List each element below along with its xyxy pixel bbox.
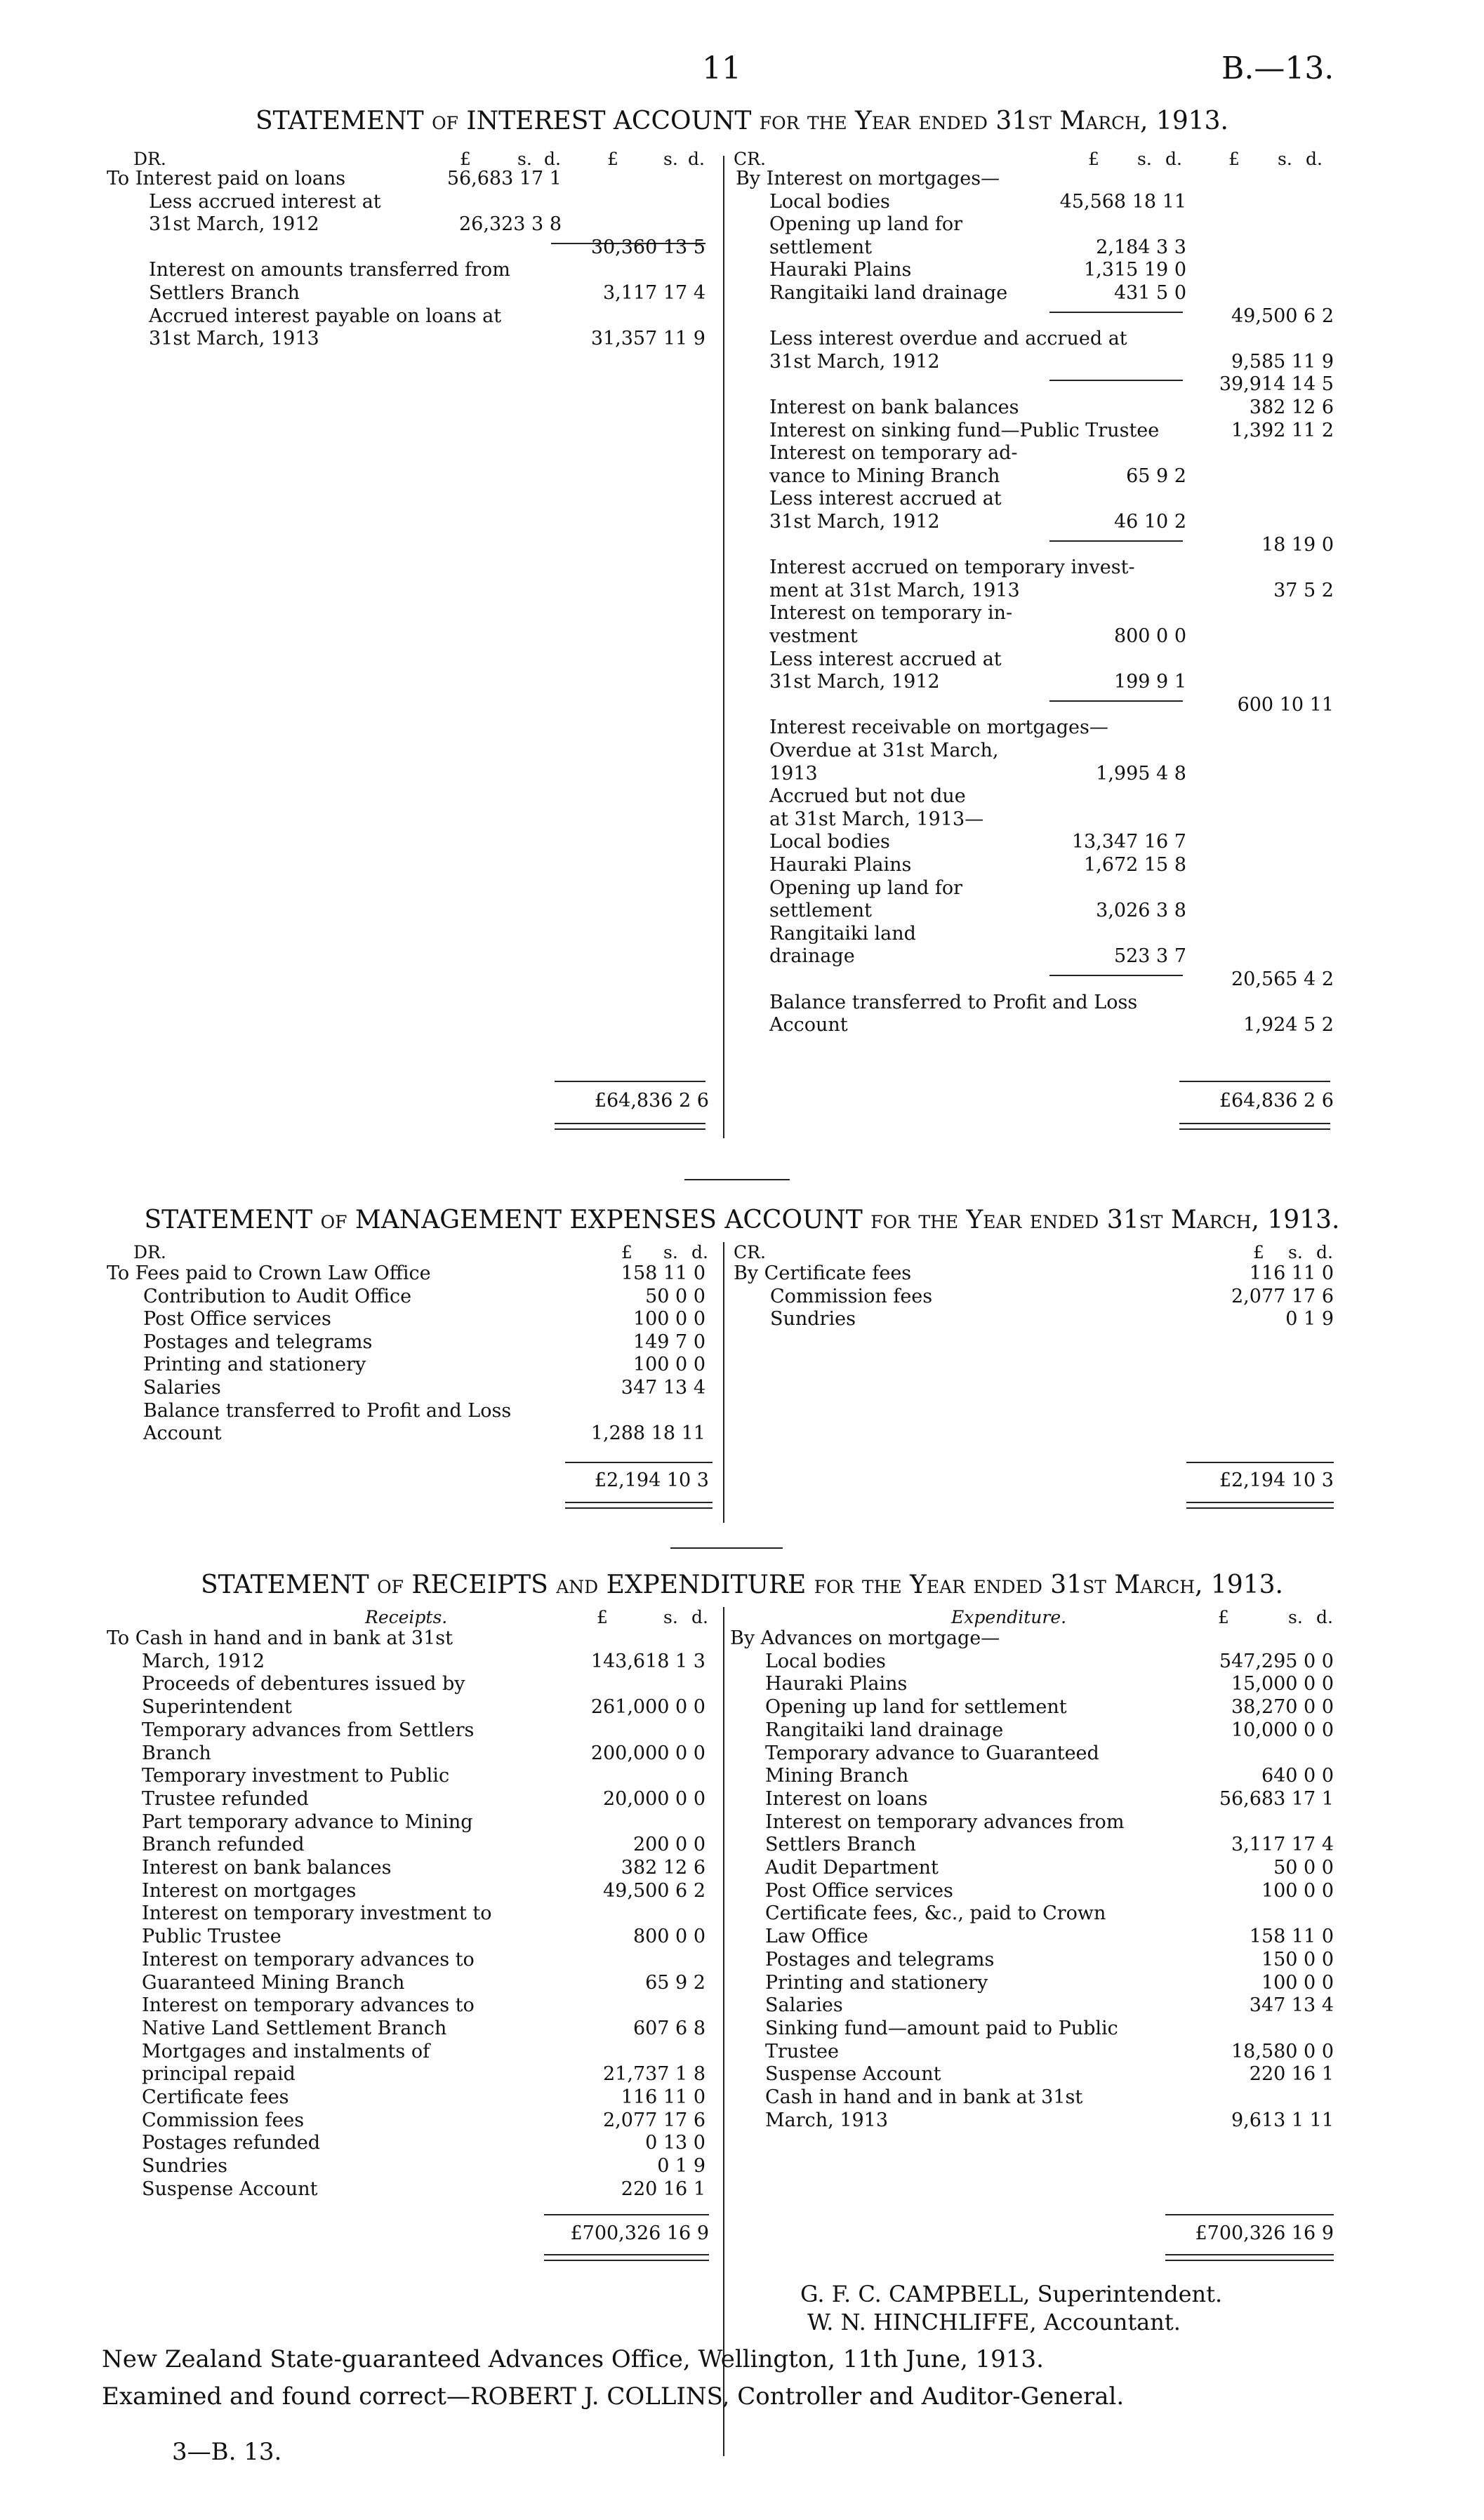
expenditure-heading: Expenditure.	[951, 1607, 1067, 1627]
interest-debit-label: To Interest paid on loans	[107, 168, 346, 189]
receipt-amount: 200 0 0	[632, 1834, 705, 1856]
management-cr-label: CR.	[734, 1242, 766, 1262]
management-column-divider	[723, 1242, 724, 1523]
expenditure-label: Law Office	[765, 1926, 868, 1948]
interest-credit-subtotal-rule	[1049, 312, 1183, 313]
expenditure-double-rule	[1165, 2254, 1334, 2261]
expenditure-amount: 547,295 0 0	[1219, 1650, 1334, 1672]
management-debit-label: Contribution to Audit Office	[143, 1285, 412, 1307]
management-debit-label: Printing and stationery	[143, 1354, 366, 1376]
management-account-title: STATEMENT of MANAGEMENT EXPENSES ACCOUNT for the Year ended 31st March, 1913.	[144, 1206, 1340, 1234]
interest-debit-subamount: 26,323 3 8	[459, 213, 562, 236]
interest-right-col-head: £	[1228, 149, 1240, 169]
expenditure-label: Salaries	[765, 1994, 843, 2017]
interest-credit-label: Interest on bank balances	[769, 396, 1019, 418]
interest-credit-label: Local bodies	[769, 190, 890, 213]
management-debit-label: Salaries	[143, 1377, 221, 1399]
expenditure-amount: 18,580 0 0	[1231, 2040, 1334, 2062]
expenditure-label: Certificate fees, &c., paid to Crown	[765, 1902, 1106, 1925]
interest-left-col-head: s.	[517, 149, 532, 169]
office-date-line: New Zealand State-guaranteed Advances Office, Wellington, 11th June, 1913.	[102, 2345, 1044, 2373]
expenditure-amount: 640 0 0	[1261, 1765, 1334, 1787]
receipt-amount: 261,000 0 0	[590, 1696, 705, 1719]
management-debit-label: Postages and telegrams	[143, 1331, 373, 1353]
expenditure-label: Suspense Account	[765, 2063, 941, 2086]
receipt-label: Postages refunded	[142, 2132, 321, 2154]
interest-credit-subamount: 46 10 2	[1113, 511, 1186, 533]
interest-credit-subamount: 523 3 7	[1113, 945, 1186, 968]
interest-credit-label: 1913	[769, 762, 818, 785]
interest-credit-amount: 18 19 0	[1261, 533, 1334, 556]
receipt-label: Interest on bank balances	[142, 1857, 392, 1879]
receipt-label: Part temporary advance to Mining	[142, 1811, 473, 1833]
interest-account-title: STATEMENT of INTEREST ACCOUNT for the Year ended 31st March, 1913.	[255, 107, 1228, 135]
interest-credit-subamount: 1,672 15 8	[1084, 854, 1186, 876]
interest-credit-label: 31st March, 1912	[769, 511, 940, 533]
interest-credit-amount: 1,392 11 2	[1231, 419, 1334, 441]
interest-credit-subamount: 45,568 18 11	[1059, 190, 1186, 213]
management-debit-amount: 158 11 0	[621, 1262, 705, 1284]
interest-debit-amount: 30,360 13 5	[590, 236, 705, 258]
receipt-amount: 2,077 17 6	[603, 2109, 705, 2131]
management-credit-amount: 0 1 9	[1285, 1308, 1334, 1331]
management-right-col-head: s.	[1288, 1242, 1303, 1262]
expenditure-label: Hauraki Plains	[765, 1673, 908, 1695]
expenditure-label: Audit Department	[765, 1857, 939, 1879]
section-separator-2	[670, 1547, 783, 1549]
interest-credit-subamount: 2,184 3 3	[1096, 236, 1186, 258]
expenditure-amount: 38,270 0 0	[1231, 1696, 1334, 1719]
expenditure-total: £700,326 16 9	[1195, 2222, 1334, 2244]
interest-credit-label: Overdue at 31st March,	[769, 740, 999, 761]
interest-credit-label: ment at 31st March, 1913	[769, 579, 1020, 601]
interest-debit-label: 31st March, 1913	[149, 328, 319, 350]
receipt-amount: 800 0 0	[632, 1926, 705, 1948]
receipt-label: Temporary investment to Public	[142, 1765, 450, 1787]
expenditure-col-head: d.	[1316, 1607, 1333, 1627]
interest-credit-label: 31st March, 1912	[769, 350, 940, 373]
management-debit-label: Balance transferred to Profit and Loss	[143, 1399, 512, 1422]
management-debit-label: To Fees paid to Crown Law Office	[107, 1262, 431, 1284]
interest-debit-label: Settlers Branch	[149, 282, 300, 304]
receipt-amount: 143,618 1 3	[590, 1650, 705, 1672]
interest-credit-label: Hauraki Plains	[769, 259, 912, 281]
expenditure-amount: 56,683 17 1	[1219, 1787, 1334, 1810]
management-dr-label: DR.	[133, 1242, 166, 1262]
interest-cr-label: CR.	[734, 149, 766, 169]
expenditure-label: Cash in hand and in bank at 31st	[765, 2086, 1083, 2108]
expenditure-amount: 50 0 0	[1273, 1857, 1334, 1879]
expenditure-col-head: s.	[1288, 1607, 1303, 1627]
expenditure-label: Interest on loans	[765, 1787, 928, 1810]
interest-left-col-head: £	[460, 149, 471, 169]
receipt-label: To Cash in hand and in bank at 31st	[107, 1627, 453, 1649]
management-total-left: £2,194 10 3	[594, 1469, 709, 1491]
expenditure-label: Post Office services	[765, 1879, 953, 1902]
interest-credit-label: settlement	[769, 236, 872, 258]
expenditure-label: Postages and telegrams	[765, 1948, 995, 1971]
management-total-right: £2,194 10 3	[1219, 1469, 1334, 1491]
interest-credit-subamount: 65 9 2	[1126, 465, 1186, 487]
expenditure-amount: 220 16 1	[1249, 2063, 1334, 2086]
interest-total-right: £64,836 2 6	[1219, 1090, 1334, 1112]
interest-credit-label: Accrued but not due	[769, 785, 966, 808]
receipt-label: Branch refunded	[142, 1834, 305, 1856]
receipt-label: Native Land Settlement Branch	[142, 2017, 447, 2039]
expenditure-label: Sinking fund—amount paid to Public	[765, 2017, 1118, 2039]
interest-credit-label: By Interest on mortgages—	[736, 168, 1000, 189]
interest-credit-amount: 1,924 5 2	[1243, 1014, 1334, 1036]
interest-credit-subtotal-rule	[1049, 700, 1183, 702]
interest-credit-label: drainage	[769, 945, 855, 968]
management-debit-amount: 50 0 0	[645, 1285, 705, 1307]
expenditure-total-rule	[1165, 2214, 1334, 2215]
interest-credit-label: Rangitaiki land drainage	[769, 282, 1008, 304]
expenditure-amount: 347 13 4	[1249, 1994, 1334, 2017]
interest-credit-amount: 39,914 14 5	[1219, 373, 1334, 396]
interest-right-col-head: d.	[1165, 149, 1182, 169]
interest-left-double-rule	[555, 1123, 705, 1130]
interest-column-divider	[723, 156, 724, 1138]
receipt-amount: 65 9 2	[645, 1971, 705, 1994]
interest-credit-label: Opening up land for	[769, 876, 963, 899]
interest-left-col-head: d.	[544, 149, 561, 169]
interest-right-col-head: s.	[1278, 149, 1292, 169]
interest-credit-amount: 382 12 6	[1249, 396, 1334, 418]
receipt-label: Sundries	[142, 2155, 227, 2178]
interest-credit-label: Interest accrued on temporary invest-	[769, 556, 1135, 579]
management-credit-label: Sundries	[770, 1308, 856, 1331]
section-separator	[684, 1179, 790, 1180]
receipt-label: Certificate fees	[142, 2086, 289, 2108]
receipt-label: Suspense Account	[142, 2178, 318, 2200]
receipt-label: Interest on temporary investment to	[142, 1902, 492, 1925]
expenditure-label: Interest on temporary advances from	[765, 1811, 1125, 1833]
receipt-label: Commission fees	[142, 2109, 305, 2131]
interest-credit-label: Rangitaiki land	[769, 922, 916, 945]
management-left-col-head: £	[621, 1242, 632, 1262]
receipt-label: Mortgages and instalments of	[142, 2040, 430, 2062]
interest-credit-label: at 31st March, 1913—	[769, 808, 984, 830]
interest-credit-label: vance to Mining Branch	[769, 465, 1000, 487]
expenditure-amount: 3,117 17 4	[1231, 1834, 1334, 1856]
interest-credit-subamount: 431 5 0	[1113, 282, 1186, 304]
expenditure-amount: 100 0 0	[1261, 1971, 1334, 1994]
expenditure-col-head: £	[1218, 1607, 1229, 1627]
receipt-label: Guaranteed Mining Branch	[142, 1971, 405, 1994]
management-right-col-head: £	[1253, 1242, 1264, 1262]
interest-left-col-head: s.	[663, 149, 678, 169]
management-credit-label: By Certificate fees	[734, 1262, 912, 1284]
receipts-col-head: £	[597, 1607, 608, 1627]
signature-mark: 3—B. 13.	[172, 2438, 282, 2466]
interest-credit-label: vestment	[769, 625, 858, 647]
receipts-total-rule	[544, 2214, 709, 2215]
interest-debit-label: Less accrued interest at	[149, 190, 381, 213]
receipt-amount: 0 13 0	[645, 2132, 705, 2154]
session-reference: B.—13.	[1221, 51, 1334, 86]
interest-credit-label: Less interest overdue and accrued at	[769, 328, 1127, 350]
receipt-amount: 0 1 9	[657, 2155, 705, 2178]
management-debit-label: Post Office services	[143, 1308, 331, 1331]
interest-credit-label: settlement	[769, 900, 872, 922]
receipt-label: Superintendent	[142, 1696, 292, 1719]
interest-credit-amount: 37 5 2	[1273, 579, 1334, 601]
receipt-amount: 382 12 6	[621, 1857, 705, 1879]
interest-right-total-rule	[1179, 1081, 1330, 1082]
interest-right-double-rule	[1179, 1123, 1330, 1130]
expenditure-label: Trustee	[765, 2040, 839, 2062]
interest-credit-subtotal-rule	[1049, 380, 1183, 381]
interest-right-col-head: £	[1088, 149, 1099, 169]
expenditure-amount: 10,000 0 0	[1231, 1719, 1334, 1741]
receipt-label: Public Trustee	[142, 1926, 281, 1948]
interest-credit-label: Hauraki Plains	[769, 854, 912, 876]
receipts-heading: Receipts.	[365, 1607, 448, 1627]
interest-credit-label: Less interest accrued at	[769, 648, 1002, 670]
interest-debit-label: Interest on amounts transferred from	[149, 259, 510, 281]
interest-credit-label: 31st March, 1912	[769, 671, 940, 693]
receipt-label: Interest on temporary advances to	[142, 1948, 475, 1971]
page-number: 11	[702, 51, 741, 86]
interest-debit-label: 31st March, 1912	[149, 213, 319, 236]
receipt-label: Trustee refunded	[142, 1787, 309, 1810]
audit-examined-line: Examined and found correct—ROBERT J. COLLINS, Controller and Auditor-General.	[102, 2382, 1125, 2411]
expenditure-label: Opening up land for settlement	[765, 1696, 1067, 1719]
receipt-label: Interest on mortgages	[142, 1879, 357, 1902]
management-debit-label: Account	[143, 1422, 222, 1445]
interest-right-col-head: s.	[1137, 149, 1152, 169]
interest-credit-subamount: 800 0 0	[1113, 625, 1186, 647]
interest-right-col-head: d.	[1306, 149, 1323, 169]
interest-credit-subamount: 199 9 1	[1113, 671, 1186, 693]
expenditure-label: Printing and stationery	[765, 1971, 988, 1994]
expenditure-label: Rangitaiki land drainage	[765, 1719, 1004, 1741]
accountant-signature: W. N. HINCHLIFFE, Accountant.	[807, 2309, 1181, 2335]
management-left-double-rule	[565, 1502, 713, 1509]
management-left-col-head: s.	[663, 1242, 678, 1262]
management-credit-label: Commission fees	[770, 1285, 933, 1307]
expenditure-label: Temporary advance to Guaranteed	[765, 1742, 1099, 1764]
receipt-amount: 116 11 0	[621, 2086, 705, 2108]
interest-credit-subamount: 13,347 16 7	[1071, 831, 1186, 853]
receipt-label: Temporary advances from Settlers	[142, 1719, 475, 1741]
receipt-amount: 21,737 1 8	[603, 2063, 705, 2086]
interest-credit-label: Balance transferred to Profit and Loss	[769, 991, 1138, 1013]
receipt-label: Interest on temporary advances to	[142, 1994, 475, 2017]
management-credit-amount: 116 11 0	[1249, 1262, 1334, 1284]
interest-credit-subamount: 1,315 19 0	[1084, 259, 1186, 281]
expenditure-amount: 9,613 1 11	[1231, 2109, 1334, 2131]
management-debit-amount: 100 0 0	[632, 1308, 705, 1331]
management-right-total-rule	[1186, 1462, 1334, 1463]
management-debit-amount: 100 0 0	[632, 1354, 705, 1376]
expenditure-amount: 150 0 0	[1261, 1948, 1334, 1971]
interest-credit-label: Interest on temporary ad-	[769, 442, 1018, 465]
management-left-total-rule	[565, 1462, 713, 1463]
interest-credit-subtotal-rule	[1049, 975, 1183, 976]
interest-credit-label: Interest receivable on mortgages—	[769, 716, 1108, 739]
management-right-double-rule	[1186, 1502, 1334, 1509]
receipt-label: principal repaid	[142, 2063, 296, 2086]
interest-dr-label: DR.	[133, 149, 166, 169]
interest-credit-amount: 49,500 6 2	[1231, 305, 1334, 327]
interest-credit-subtotal-rule	[1049, 540, 1183, 542]
management-debit-amount: 1,288 18 11	[590, 1422, 705, 1445]
interest-debit-amount: 3,117 17 4	[603, 282, 705, 304]
management-left-col-head: d.	[691, 1242, 708, 1262]
superintendent-signature: G. F. C. CAMPBELL, Superintendent.	[800, 2281, 1223, 2307]
receipt-label: Branch	[142, 1742, 211, 1764]
receipt-amount: 200,000 0 0	[590, 1742, 705, 1764]
receipt-amount: 607 6 8	[632, 2017, 705, 2039]
management-debit-amount: 149 7 0	[632, 1331, 705, 1353]
receipts-total: £700,326 16 9	[570, 2222, 709, 2244]
expenditure-label: Local bodies	[765, 1650, 886, 1672]
interest-credit-amount: 9,585 11 9	[1231, 350, 1334, 373]
expenditure-label: Mining Branch	[765, 1765, 909, 1787]
interest-credit-amount: 600 10 11	[1237, 693, 1334, 716]
receipts-double-rule	[544, 2254, 709, 2261]
receipt-label: March, 1912	[142, 1650, 265, 1672]
expenditure-amount: 100 0 0	[1261, 1879, 1334, 1902]
receipt-amount: 49,500 6 2	[603, 1879, 705, 1902]
receipt-label: Proceeds of debentures issued by	[142, 1673, 465, 1695]
interest-credit-label: Opening up land for	[769, 213, 963, 236]
interest-credit-label: Interest on temporary in-	[769, 602, 1013, 625]
interest-credit-label: Local bodies	[769, 831, 890, 853]
receipts-column-divider	[723, 1607, 724, 2456]
expenditure-label: Settlers Branch	[765, 1834, 916, 1856]
interest-credit-amount: 20,565 4 2	[1231, 968, 1334, 990]
interest-credit-subamount: 3,026 3 8	[1096, 900, 1186, 922]
interest-left-total-rule	[555, 1081, 705, 1082]
interest-credit-label: Less interest accrued at	[769, 488, 1002, 510]
interest-credit-label: Interest on sinking fund—Public Trustee	[769, 419, 1160, 441]
interest-debit-subamount: 56,683 17 1	[446, 168, 562, 189]
interest-debit-amount: 31,357 11 9	[590, 328, 705, 350]
interest-left-col-head: d.	[688, 149, 705, 169]
interest-credit-label: Account	[769, 1014, 848, 1036]
receipt-amount: 220 16 1	[621, 2178, 705, 2200]
receipts-col-head: s.	[663, 1607, 678, 1627]
expenditure-amount: 158 11 0	[1249, 1926, 1334, 1948]
expenditure-amount: 15,000 0 0	[1231, 1673, 1334, 1695]
receipts-statement-title: STATEMENT of RECEIPTS and EXPENDITURE for the Year ended 31st March, 1913.	[201, 1571, 1283, 1599]
expenditure-label: By Advances on mortgage—	[730, 1627, 1000, 1649]
interest-credit-subamount: 1,995 4 8	[1096, 762, 1186, 785]
interest-left-col-head: £	[607, 149, 618, 169]
interest-debit-label: Accrued interest payable on loans at	[149, 305, 502, 327]
expenditure-label: March, 1913	[765, 2109, 889, 2131]
interest-total-left: £64,836 2 6	[594, 1090, 709, 1112]
management-right-col-head: d.	[1316, 1242, 1333, 1262]
management-debit-amount: 347 13 4	[621, 1377, 705, 1399]
management-credit-amount: 2,077 17 6	[1231, 1285, 1334, 1307]
receipt-amount: 20,000 0 0	[603, 1787, 705, 1810]
receipts-col-head: d.	[691, 1607, 708, 1627]
